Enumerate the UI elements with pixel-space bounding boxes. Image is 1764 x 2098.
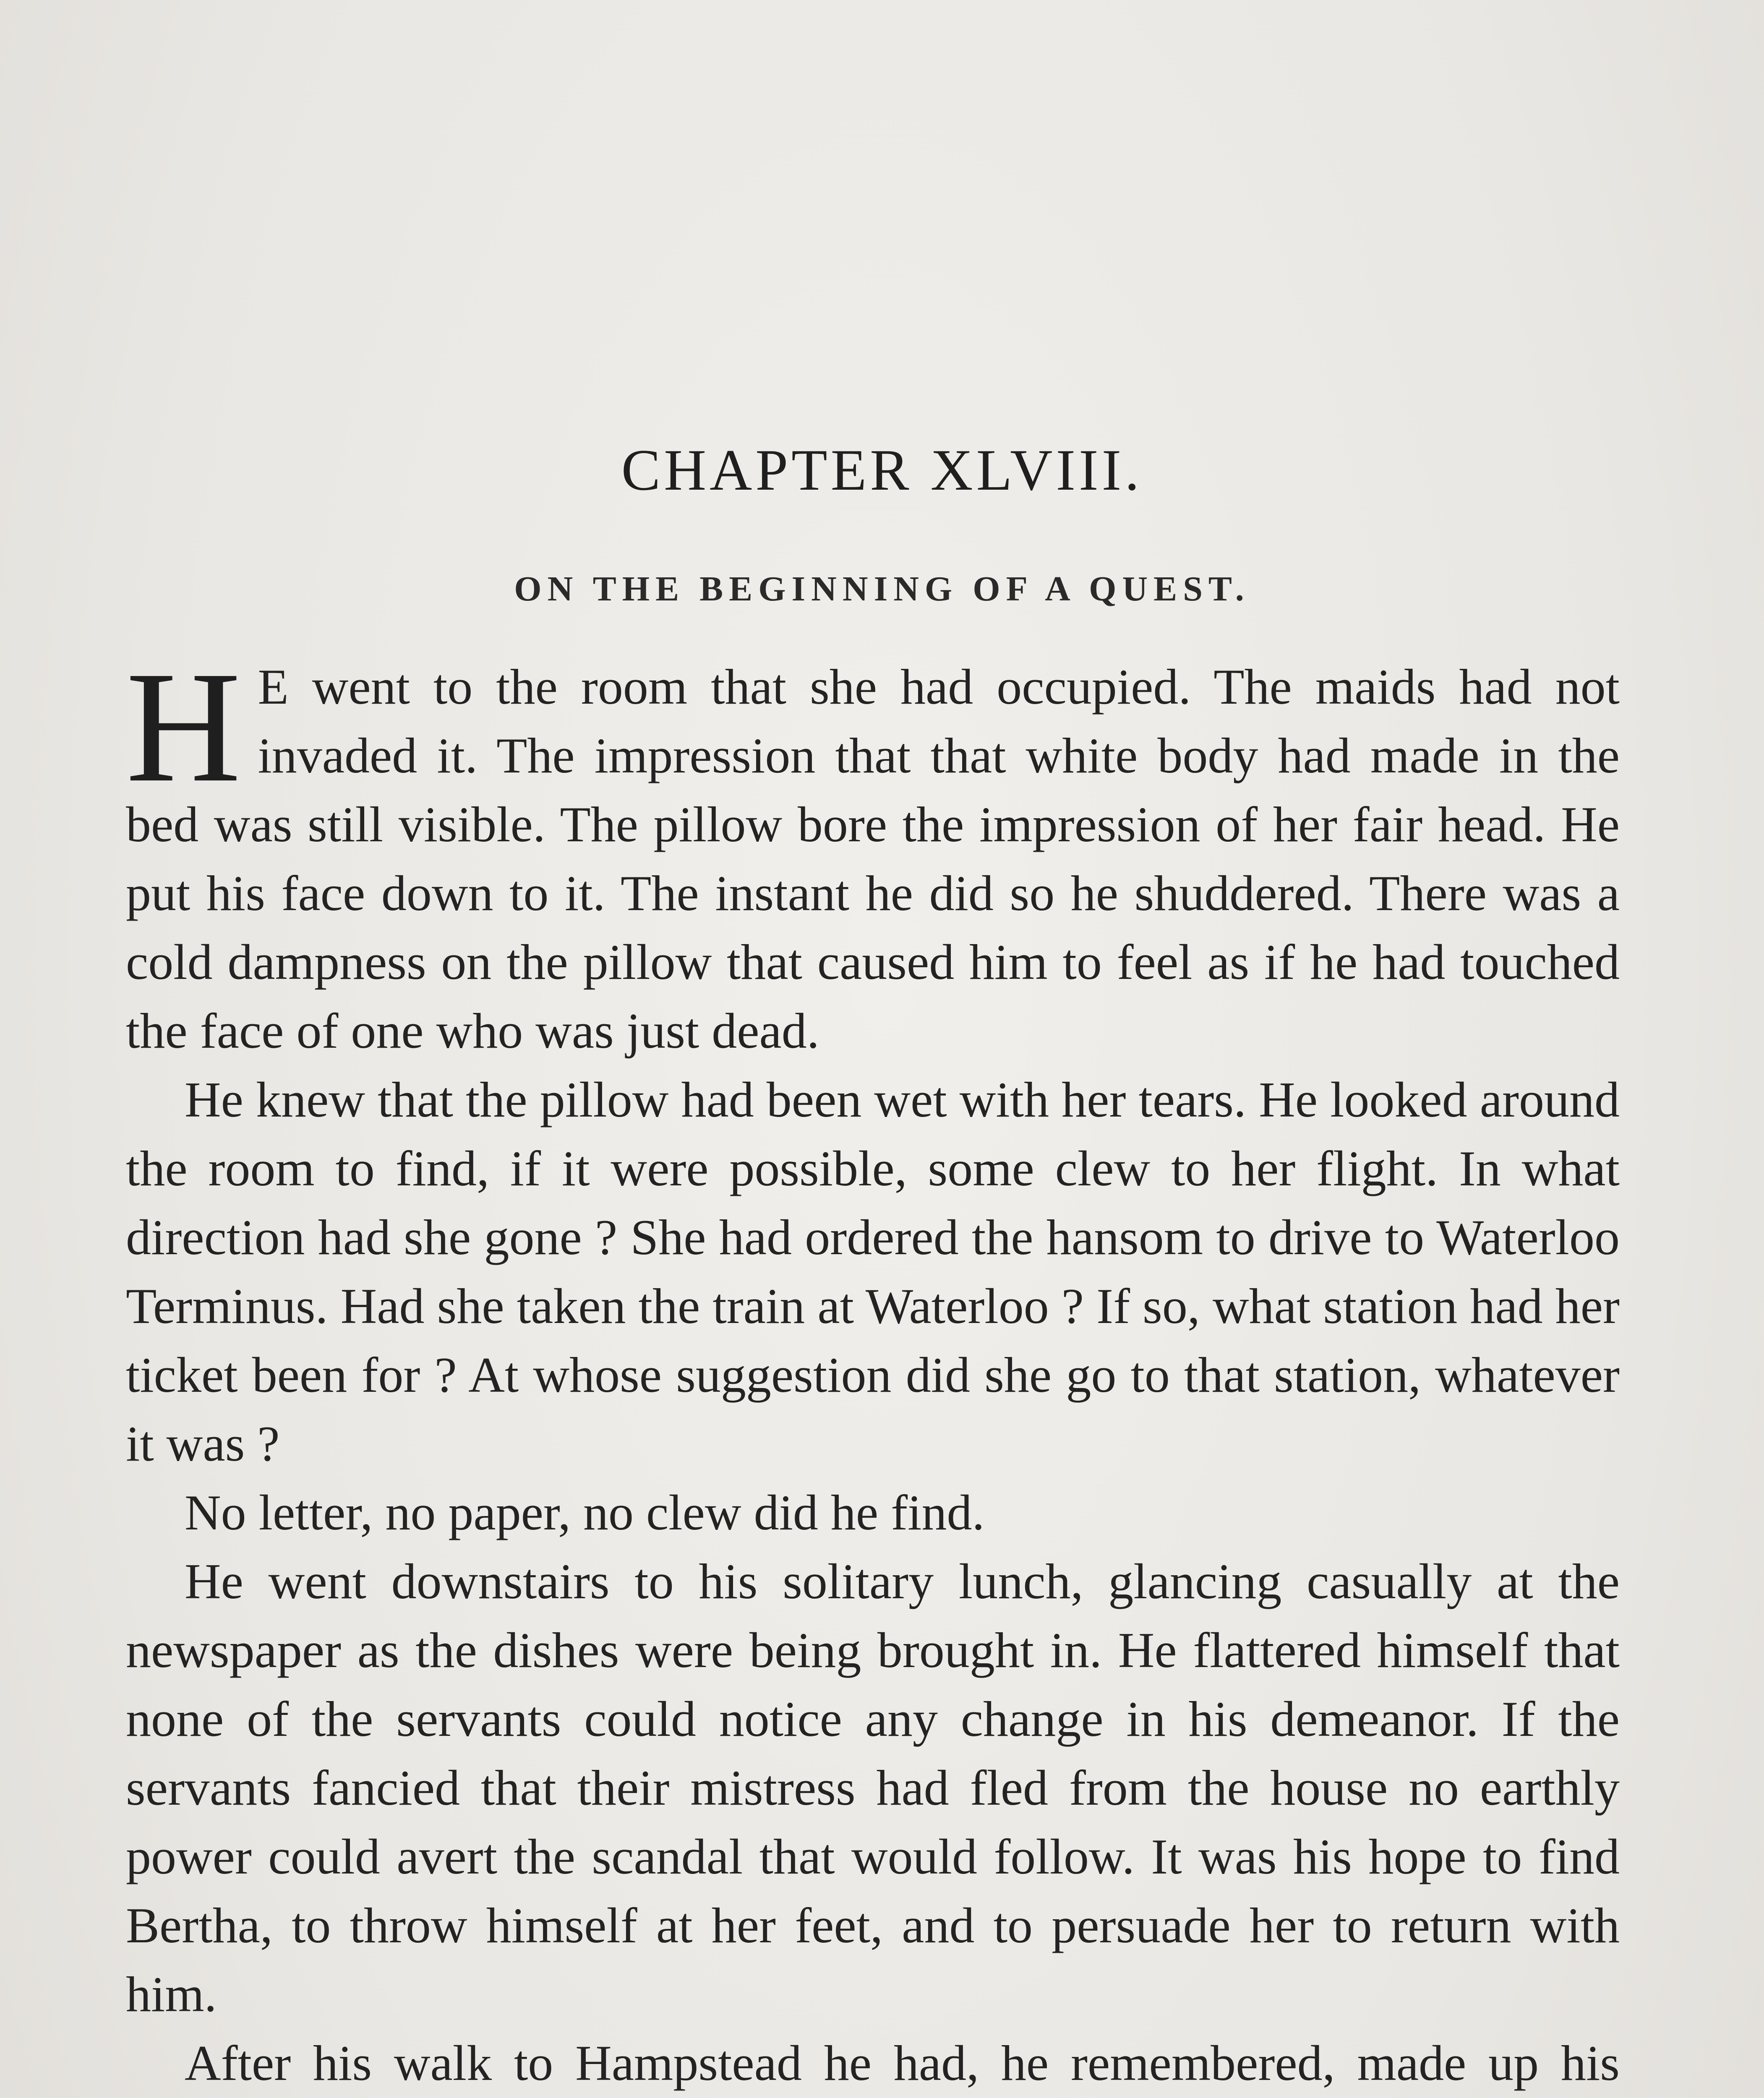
chapter-subtitle: ON THE BEGINNING OF A QUEST. (514, 569, 1250, 608)
paragraph-4: He went downstairs to his solitary lunch, glancing casually at the newspaper as the dishes were being brought in. He flattered himself that none of the servants could notice any change in his demeanor. If the servants fancied that their mistress had fled from the house no earthly power could avert the scandal that would follow. It was his hope to find Bertha, to throw himself at her feet, and to persuade her to return with him. (126, 1553, 1620, 2022)
paragraph-5: After his walk to Hampstead he had, he remembered, made up his (185, 2035, 1620, 2091)
body-text (126, 639, 1620, 2098)
paragraph-1-text: E went to the room that she had occupied. The maids had not invaded it. The impression that that white body had made in the bed was still visible. The pillow bore the impression of her fair head. He put his face down to it. The instant he did so he shuddered. There was a cold dampness on the pillow that caused him to feel as if he had touched the face of one who was just dead. (126, 659, 1620, 1059)
drop-cap: H (126, 639, 241, 815)
chapter-title: CHAPTER XLVIII. (621, 438, 1143, 503)
paragraph-1 (126, 639, 1620, 1065)
paragraph-3: No letter, no paper, no clew did he find. (185, 1485, 985, 1540)
paragraph-2: He knew that the pillow had been wet with her tears. He looked around the room to find, if it were possible, some clew to her flight. In what direction had she gone ? She had ordered the hansom to drive to Waterloo Terminus. Had she taken the train at Waterloo ? If so, what station had her ticket been for ? At whose suggestion did she go to that station, whatever it was ? (126, 1072, 1620, 1472)
